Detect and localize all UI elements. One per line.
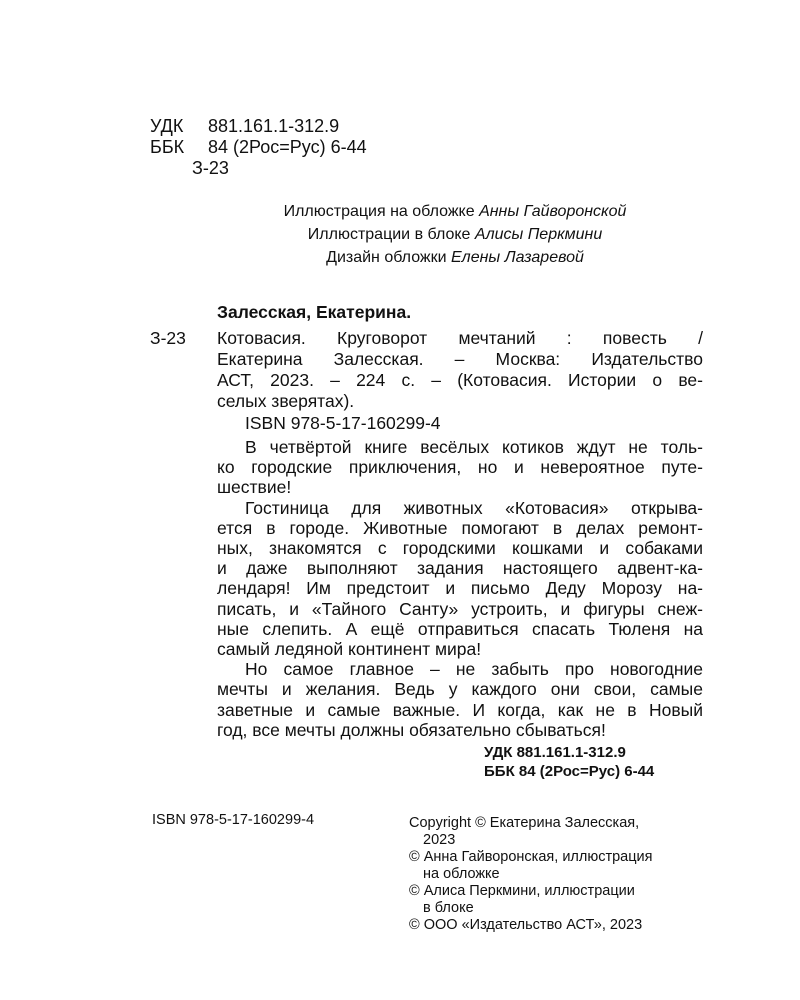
udk-code: УДК 881.161.1-312.9 xyxy=(484,744,626,761)
bbk-value: 84 (2Рос=Рус) 6-44 xyxy=(208,137,367,157)
isbn: ISBN 978-5-17-160299-4 xyxy=(245,413,441,433)
copyright-line: © ООО «Издательство АСТ», 2023 xyxy=(409,917,643,933)
copyright-notice xyxy=(409,815,653,934)
credit-cover-illustration: Иллюстрация на обложке Анны Гайворонской xyxy=(283,203,627,220)
bbk-row xyxy=(150,137,367,158)
author-sign-top: З-23 xyxy=(192,158,229,178)
annotation-line: год, все мечты должны обязательно сбываться! xyxy=(217,719,606,740)
copyright-line: © Алиса Перкмини, иллюстрации xyxy=(409,883,635,899)
annotation-line: шествие! xyxy=(217,477,292,498)
cover-illustrator-name: Анны Гайворонской xyxy=(479,203,627,220)
annotation-line: ко городские приключения, но и невероятное путе- xyxy=(217,457,703,478)
copyright-line: © Анна Гайворонская, иллюстрация xyxy=(409,849,653,865)
annotation-line: лендаря! Им предстоит и письмо Деду Морозу на- xyxy=(217,578,703,599)
annotation-line: В четвёртой книге весёлых котиков ждут не толь- xyxy=(245,437,703,457)
biblio-line: селых зверятах). xyxy=(217,391,355,411)
biblio-line: АСТ, 2023. – 224 с. – (Котовасия. Истории о ве- xyxy=(217,370,703,390)
udk-row xyxy=(150,116,367,137)
annotation-line: ные слепить. А ещё отправиться спасать Тюленя на xyxy=(217,618,703,639)
author-sign: З-23 xyxy=(150,328,186,348)
copyright-line: Copyright © Екатерина Залесская, xyxy=(409,815,640,831)
cover-designer-name: Елены Лазаревой xyxy=(451,249,584,266)
annotation xyxy=(217,437,703,740)
annotation-line: и даже выполняют задания настоящего адвент-ка- xyxy=(217,558,703,579)
udk-value: 881.161.1-312.9 xyxy=(208,116,340,136)
biblio-line: Котовасия. Круговорот мечтаний : повесть / xyxy=(217,328,703,348)
annotation-line: самый ледяной континент мира! xyxy=(217,639,482,660)
bibliographic-description xyxy=(217,328,703,412)
classification-codes xyxy=(150,116,367,179)
bbk-code: ББК 84 (2Рос=Рус) 6-44 xyxy=(484,763,655,780)
footer-isbn: ISBN 978-5-17-160299-4 xyxy=(152,812,315,828)
credits xyxy=(150,200,760,269)
annotation-line: мечты и желания. Ведь у каждого они свои, самые xyxy=(217,679,703,700)
bbk-label: ББК xyxy=(150,137,185,157)
credit-cover-design: Дизайн обложки Елены Лазаревой xyxy=(326,249,584,266)
classification-codes-bold xyxy=(484,743,654,781)
copyright-line: в блоке xyxy=(423,900,474,916)
annotation-line: Гостиница для животных «Котовасия» открыва- xyxy=(245,497,703,518)
biblio-line: Екатерина Залесская. – Москва: Издательство xyxy=(217,349,703,369)
annotation-line: заветные и самые важные. И когда, как не в Новый xyxy=(217,699,703,720)
inner-illustrator-name: Алисы Перкмини xyxy=(474,226,603,243)
annotation-line: Но самое главное – не забыть про новогодние xyxy=(245,659,703,680)
copyright-line: 2023 xyxy=(423,832,456,848)
annotation-line: писать, и «Тайного Санту» устроить, и фигуры снеж- xyxy=(217,598,703,619)
copyright-line: на обложке xyxy=(423,866,500,882)
credit-inner-illustrations: Иллюстрации в блоке Алисы Перкмини xyxy=(307,226,603,243)
udk-label: УДК xyxy=(150,116,184,136)
annotation-line: ется в городе. Животные помогают в делах ремонт- xyxy=(217,517,703,538)
author-heading: Залесская, Екатерина. xyxy=(217,302,412,322)
annotation-line: ных, знакомятся с городскими кошками и собаками xyxy=(217,538,703,559)
